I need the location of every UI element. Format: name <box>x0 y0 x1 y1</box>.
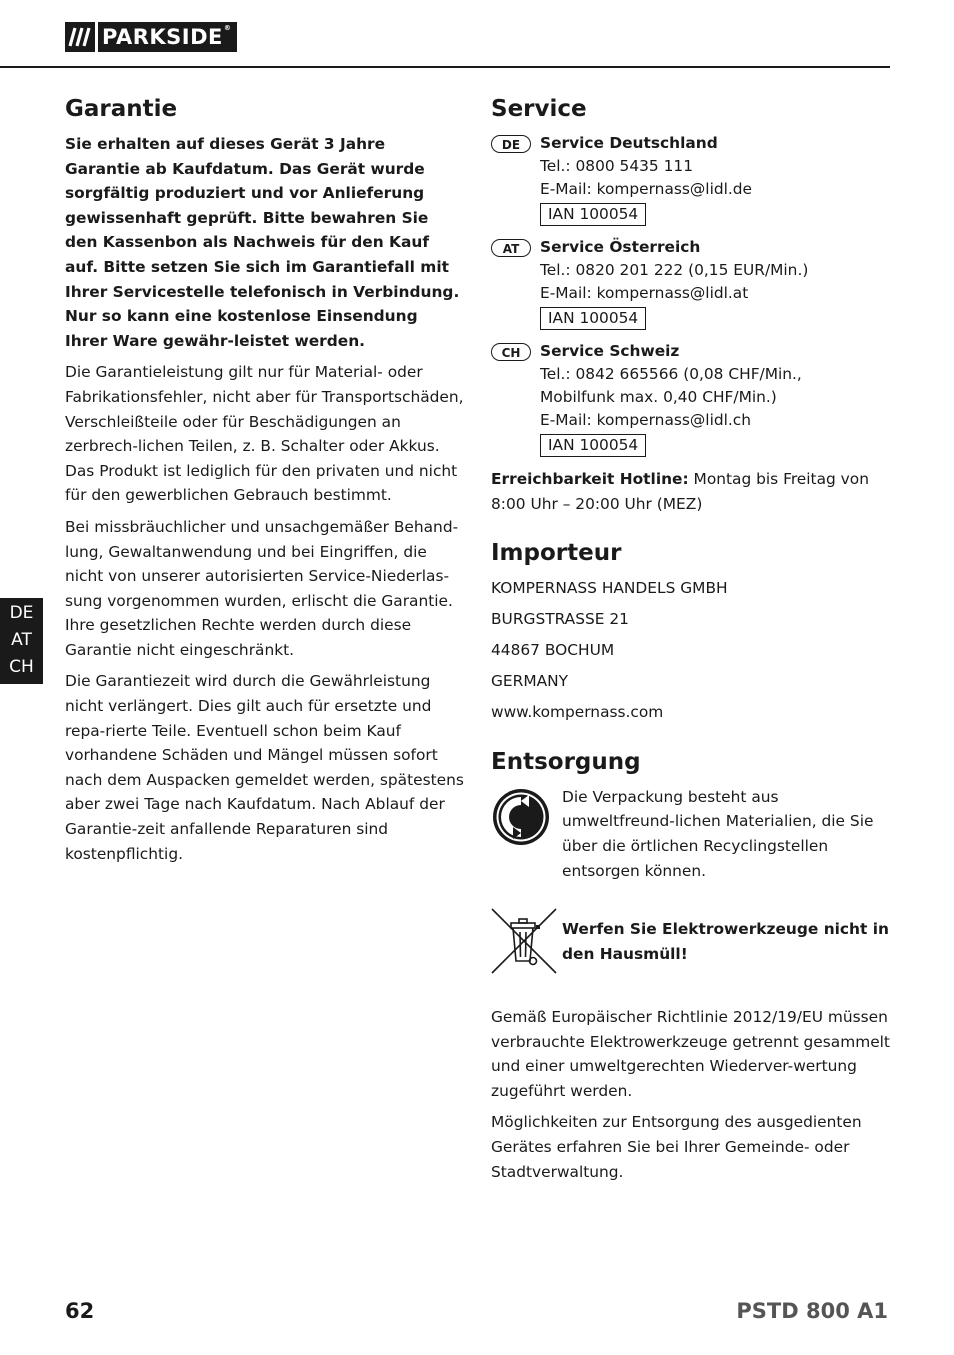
packaging-row <box>491 785 891 883</box>
entsorgung-title: Entsorgung <box>491 748 641 775</box>
service-phone: Tel.: 0800 5435 111 <box>540 157 693 175</box>
left-column <box>65 94 465 873</box>
logo-stripes-icon <box>65 22 95 52</box>
service-mobile: Mobilfunk max. 0,40 CHF/Min.) <box>540 388 777 406</box>
crossed-bin-icon <box>491 907 557 975</box>
country-badge-de: DE <box>491 135 531 153</box>
ian-box: IAN 100054 <box>540 307 646 330</box>
green-dot-icon <box>491 787 551 847</box>
importeur-address: KOMPERNASS HANDELS GMBH BURGSTRASSE 21 44867 BOCHUM GERMANY www.kompernass.com <box>491 576 891 725</box>
ian-box: IAN 100054 <box>540 434 646 457</box>
service-title: Service <box>491 96 587 122</box>
garantie-intro: Sie erhalten auf dieses Gerät 3 Jahre Garantie ab Kaufdatum. Das Gerät wurde sorgfältig produziert und vor Anlieferung gewissenhaft geprüft. Bitte bewahren Sie den Kassenbon als Nachweis für den Kauf auf. Bitte setzen Sie sich im Garantiefall mit Ihrer Servicestelle telefonisch in Verbindung. Nur so kann eine kostenlose Einsendung Ihrer Ware gewähr-leistet werden. <box>65 135 460 350</box>
ian-box: IAN 100054 <box>540 203 646 226</box>
weee-warning: Werfen Sie Elektrowerkzeuge nicht in den Hausmüll! <box>562 920 889 963</box>
garantie-para-2: Bei missbräuchlicher und unsachgemäßer Behand-lung, Gewaltanwendung und bei Eingriffen, die nicht von unserer autorisierten Service-Niederlas-sung vorgenommen wurden, erlischt die Garantie. Ihre gesetzlichen Rechte werden durch diese Garantie nicht eingeschränkt. <box>65 517 459 659</box>
model-number: PSTD 800 A1 <box>736 1299 888 1323</box>
service-item-de <box>491 132 891 226</box>
service-name: Service Deutschland <box>540 134 718 152</box>
entsorgung-para-1: Gemäß Europäischer Richtlinie 2012/19/EU müssen verbrauchte Elektrowerkzeuge getrennt gesammelt und einer umweltgerechten Wiederver-wertung zugeführt werden. <box>491 1008 890 1100</box>
entsorgung-para-2: Möglichkeiten zur Entsorgung des ausgedienten Gerätes erfahren Sie bei Ihrer Gemeinde- oder Stadtverwaltung. <box>491 1113 862 1181</box>
importeur-website: www.kompernass.com <box>491 703 664 722</box>
service-phone: Tel.: 0820 201 222 (0,15 EUR/Min.) <box>540 261 809 279</box>
country-badge-ch: CH <box>491 343 531 361</box>
service-email: E-Mail: kompernass@lidl.de <box>540 180 753 198</box>
garantie-title: Garantie <box>65 96 178 122</box>
importeur-title: Importeur <box>491 540 622 567</box>
service-name: Service Österreich <box>540 238 701 256</box>
service-phone: Tel.: 0842 665566 (0,08 CHF/Min., <box>540 365 802 383</box>
language-side-tab: DE AT CH <box>0 598 43 684</box>
service-item-ch <box>491 340 891 457</box>
page-number: 62 <box>65 1299 95 1323</box>
country-badge-at: AT <box>491 239 531 257</box>
logo-wordmark: PARKSIDE® <box>98 22 237 52</box>
service-email: E-Mail: kompernass@lidl.at <box>540 284 749 302</box>
packaging-text: Die Verpackung besteht aus umweltfreund-lichen Materialien, die Sie über die örtlichen Recyclingstellen entsorgen können. <box>562 787 874 880</box>
header-rule <box>0 66 890 68</box>
weee-row <box>491 917 891 975</box>
service-name: Service Schweiz <box>540 342 680 360</box>
garantie-para-3: Die Garantiezeit wird durch die Gewährleistung nicht verlängert. Dies gilt auch für ersetzte und repa-rierte Teile. Eventuell schon beim Kauf vorhandene Schäden und Mängel müssen sofort nach dem Auspacken gemeldet werden, spätestens aber zwei Tage nach Kaufdatum. Nach Ablauf der Garantie-zeit anfallende Reparaturen sind kostenpflichtig. <box>65 672 464 863</box>
garantie-para-1: Die Garantieleistung gilt nur für Material- oder Fabrikationsfehler, nicht aber für Transportschäden, Verschleißteile oder für Beschädigungen an zerbrech-lichen Teilen, z. B. Schalter oder Akkus. Das Produkt ist lediglich für den privaten und nicht für den gewerblichen Gebrauch bestimmt. <box>65 363 464 505</box>
right-column <box>491 94 891 1191</box>
parkside-logo <box>65 22 237 52</box>
hotline-info: Erreichbarkeit Hotline: Montag bis Freitag von 8:00 Uhr – 20:00 Uhr (MEZ) <box>491 470 869 513</box>
service-item-at <box>491 236 891 330</box>
service-email: E-Mail: kompernass@lidl.ch <box>540 411 752 429</box>
